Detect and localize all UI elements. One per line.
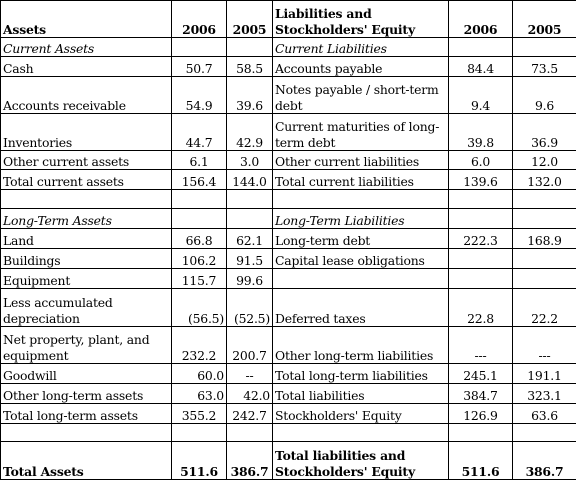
buildings-label: Buildings (1, 249, 172, 269)
cap-lease-label: Capital lease obligations (273, 249, 449, 269)
buildings-2005: 91.5 (227, 249, 273, 269)
liabilities-header: Liabilities and Stockholders' Equity (273, 1, 449, 38)
spacer-row (1, 424, 576, 442)
table-row (1, 209, 576, 229)
inventories-2005: 42.9 (227, 114, 273, 151)
notes-2005: 9.6 (513, 77, 576, 114)
notes-2006: 9.4 (449, 77, 513, 114)
table-row (1, 229, 576, 249)
section-current-liabilities: Current Liabilities (273, 38, 449, 57)
tcl-label: Total current liabilities (273, 170, 449, 190)
cash-2006: 50.7 (172, 57, 227, 77)
buildings-2006: 106.2 (172, 249, 227, 269)
accum-dep-2005: (52.5) (227, 289, 273, 327)
oltl-label: Other long-term liabilities (273, 327, 449, 364)
se-2005: 63.6 (513, 404, 576, 424)
total-assets-2005: 386.7 (227, 442, 273, 480)
cur-mat-label: Current maturities of long-term debt (273, 114, 449, 151)
tca-2005: 144.0 (227, 170, 273, 190)
liab-2005-header: 2005 (513, 1, 576, 38)
olta-2006: 63.0 (172, 384, 227, 404)
total-assets-label: Total Assets (1, 442, 172, 480)
equipment-2006: 115.7 (172, 269, 227, 289)
olta-2005: 42.0 (227, 384, 273, 404)
table-row (1, 384, 576, 404)
table-row (1, 249, 576, 269)
table-row (1, 151, 576, 170)
cash-2005: 58.5 (227, 57, 273, 77)
total-liab-label: Total liabilities (273, 384, 449, 404)
table-row (1, 269, 576, 289)
total-assets-2006: 511.6 (172, 442, 227, 480)
equipment-label: Equipment (1, 269, 172, 289)
table-row (1, 57, 576, 77)
ar-2006: 54.9 (172, 77, 227, 114)
oltl-2006: --- (449, 327, 513, 364)
tlta-2006: 355.2 (172, 404, 227, 424)
total-le-2005: 386.7 (513, 442, 576, 480)
table-row (1, 289, 576, 327)
liab-2006-header: 2006 (449, 1, 513, 38)
header-row (1, 1, 576, 38)
def-tax-2006: 22.8 (449, 289, 513, 327)
accum-dep-2006: (56.5) (172, 289, 227, 327)
land-2005: 62.1 (227, 229, 273, 249)
ar-2005: 39.6 (227, 77, 273, 114)
tcl-2006: 139.6 (449, 170, 513, 190)
tlta-2005: 242.7 (227, 404, 273, 424)
olta-label: Other long-term assets (1, 384, 172, 404)
oca-2006: 6.1 (172, 151, 227, 170)
def-tax-2005: 22.2 (513, 289, 576, 327)
accum-dep-label: Less accumulated depreciation (1, 289, 172, 327)
oca-2005: 3.0 (227, 151, 273, 170)
section-long-term-liabilities: Long-Term Liabilities (273, 209, 449, 229)
net-ppe-label: Net property, plant, and equipment (1, 327, 172, 364)
land-2006: 66.8 (172, 229, 227, 249)
assets-2006-header: 2006 (172, 1, 227, 38)
ocl-2005: 12.0 (513, 151, 576, 170)
tcl-2005: 132.0 (513, 170, 576, 190)
spacer-row (1, 190, 576, 209)
cur-mat-2005: 36.9 (513, 114, 576, 151)
goodwill-2006: 60.0 (172, 364, 227, 384)
total-le-2006: 511.6 (449, 442, 513, 480)
tltl-2005: 191.1 (513, 364, 576, 384)
tca-label: Total current assets (1, 170, 172, 190)
cash-label: Cash (1, 57, 172, 77)
tca-2006: 156.4 (172, 170, 227, 190)
land-label: Land (1, 229, 172, 249)
ap-2006: 84.4 (449, 57, 513, 77)
total-le-label: Total liabilities and Stockholders' Equity (273, 442, 449, 480)
ltd-label: Long-term debt (273, 229, 449, 249)
inventories-label: Inventories (1, 114, 172, 151)
table-row (1, 114, 576, 151)
section-current-assets: Current Assets (1, 38, 172, 57)
oca-label: Other current assets (1, 151, 172, 170)
assets-header: Assets (1, 1, 172, 38)
ap-label: Accounts payable (273, 57, 449, 77)
total-liab-2005: 323.1 (513, 384, 576, 404)
ocl-label: Other current liabilities (273, 151, 449, 170)
ar-label: Accounts receivable (1, 77, 172, 114)
tlta-label: Total long-term assets (1, 404, 172, 424)
equipment-2005: 99.6 (227, 269, 273, 289)
cap-lease-2006 (449, 249, 513, 269)
ap-2005: 73.5 (513, 57, 576, 77)
total-liab-2006: 384.7 (449, 384, 513, 404)
goodwill-2005: -- (227, 364, 273, 384)
table-row (1, 327, 576, 364)
se-label: Stockholders' Equity (273, 404, 449, 424)
ltd-2006: 222.3 (449, 229, 513, 249)
cur-mat-2006: 39.8 (449, 114, 513, 151)
ltd-2005: 168.9 (513, 229, 576, 249)
table-row (1, 77, 576, 114)
cap-lease-2005 (513, 249, 576, 269)
notes-label: Notes payable / short-term debt (273, 77, 449, 114)
table-row (1, 38, 576, 57)
ocl-2006: 6.0 (449, 151, 513, 170)
oltl-2005: --- (513, 327, 576, 364)
assets-2005-header: 2005 (227, 1, 273, 38)
def-tax-label: Deferred taxes (273, 289, 449, 327)
net-ppe-2006: 232.2 (172, 327, 227, 364)
table-row (1, 404, 576, 424)
inventories-2006: 44.7 (172, 114, 227, 151)
total-row (1, 442, 576, 480)
section-long-term-assets: Long-Term Assets (1, 209, 172, 229)
net-ppe-2005: 200.7 (227, 327, 273, 364)
se-2006: 126.9 (449, 404, 513, 424)
table-row (1, 170, 576, 190)
table-row (1, 364, 576, 384)
goodwill-label: Goodwill (1, 364, 172, 384)
tltl-2006: 245.1 (449, 364, 513, 384)
tltl-label: Total long-term liabilities (273, 364, 449, 384)
